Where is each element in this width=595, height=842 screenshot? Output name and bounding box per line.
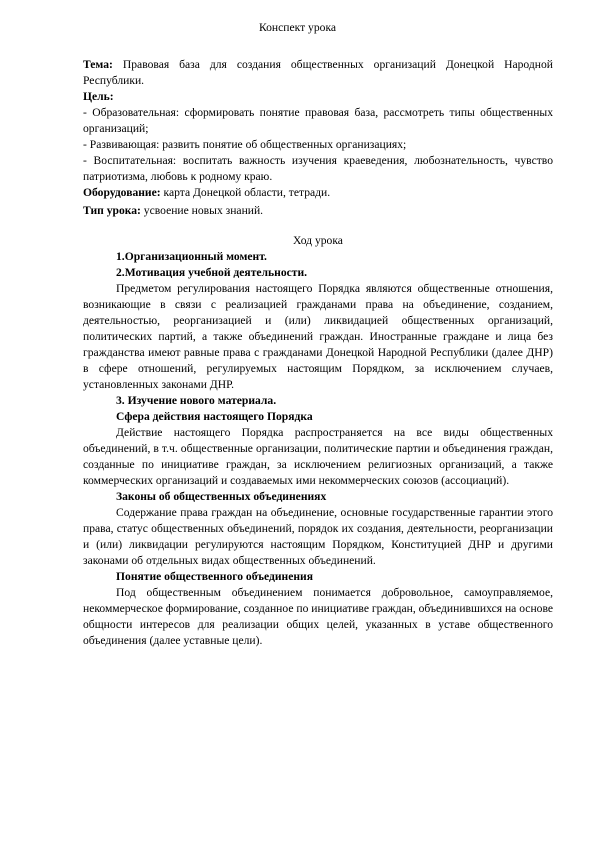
document-body [83, 57, 553, 649]
document-title: Конспект урока [258, 21, 337, 34]
lesson-type-text: усвоение новых знаний. [140, 204, 264, 217]
section-heading-concept: Понятие общественного объединения [116, 570, 313, 583]
topic-text: Правовая база для создания общественных организаций Донецкой Народной Республики. [83, 58, 553, 87]
goal-item-upbringing: - Воспитательная: воспитать важность изучения краеведения, любознательность, чувство патриотизма, любовь к родному краю. [83, 154, 553, 183]
section-paragraph-motivation: Предметом регулирования настоящего Порядка являются общественные отношения, возникающие в связи с реализацией гражданами права на объединение, созданием, деятельностью, реорганизацией и (или) ликвидацией общественных организаций, политических партий, а также объединений граждан. Иностранные граждане и лица без гражданства имеют равные права с гражданами Донецкой Народной Республики (далее ДНР) в сфере отношений, регулируемых настоящим Порядком, за исключением случаев, установленных законами ДНР. [83, 282, 553, 391]
course-title: Ход урока [293, 234, 343, 247]
goals-label: Цель: [83, 90, 114, 103]
section-heading-organizational: 1.Организационный момент. [116, 250, 267, 263]
equipment-text: карта Донецкой области, тетради. [160, 186, 331, 199]
equipment-label: Оборудование: [83, 186, 161, 199]
section-heading-laws: Законы об общественных объединениях [116, 490, 327, 503]
section-heading-motivation: 2.Мотивация учебной деятельности. [116, 266, 308, 279]
topic-label: Тема: [83, 58, 113, 71]
goal-item-educational: - Образовательная: сформировать понятие правовая база, рассмотреть типы общественных организаций; [83, 106, 553, 135]
section-heading-scope: Сфера действия настоящего Порядка [116, 410, 313, 423]
section-paragraph-concept: Под общественным объединением понимается добровольное, самоуправляемое, некоммерческое формирование, созданное по инициативе граждан, объединившихся на основе общности интересов для реализации общих целей, указанных в уставе общественного объединения (далее уставные цели). [83, 586, 553, 647]
goal-item-developmental: - Развивающая: развить понятие об общественных организациях; [83, 138, 407, 151]
lesson-type-label: Тип урока: [83, 204, 141, 217]
section-paragraph-scope: Действие настоящего Порядка распространяется на все виды общественных объединений, в т.ч. общественные организации, политические партии и объединения граждан, созданные по инициативе граждан, за исключением религиозных организаций, а также коммерческих организаций и создаваемых ими некоммерческих союзов (ассоциаций). [83, 426, 553, 487]
equipment-line [83, 185, 553, 201]
section-heading-new-material: 3. Изучение нового материала. [116, 394, 277, 407]
lesson-type-line [83, 203, 553, 219]
topic-line [83, 57, 553, 89]
section-paragraph-laws: Содержание права граждан на объединение, основные государственные гарантии этого права, статус общественных объединений, порядок их создания, деятельности, реорганизации и (или) ликвидации регулируются настоящим Порядком, Конституцией ДНР и другими законами об отдельных видах общественных объединений. [83, 506, 553, 567]
